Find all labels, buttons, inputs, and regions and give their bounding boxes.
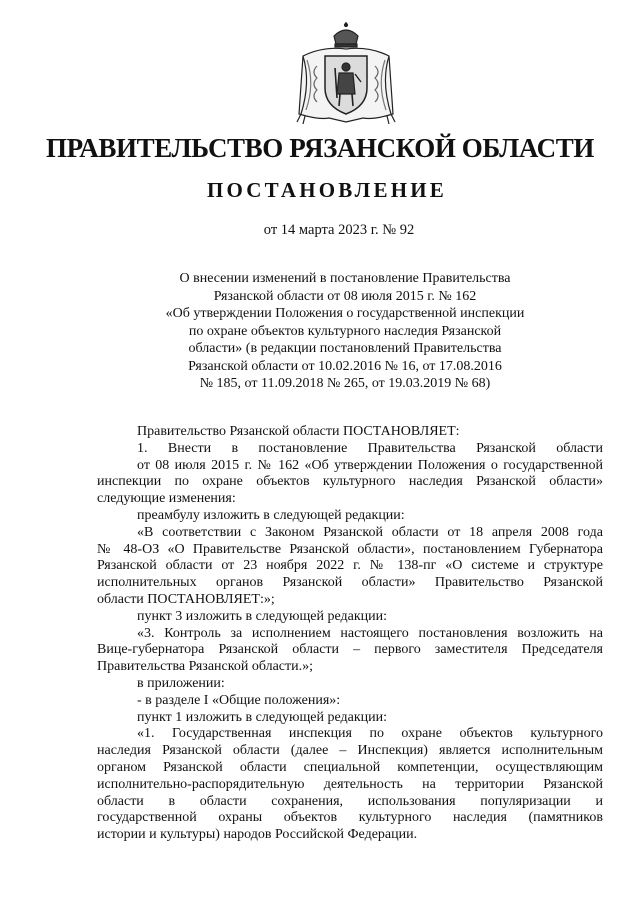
paragraph-point-1-text: «1. Государственная инспекция по охране объектов культурного наследия Рязанской области (далее – Инспекция) является исполнительным органом Рязанской области специальной компетенции, осуществляющим исполнительно-распорядительную деятельность на территории Рязанской области в области сохранения, использования популяризации и государственной охраны объектов культурного наследия (памятников истории и культуры) народов Российской Федерации.: [97, 726, 603, 843]
paragraph-appendix: в приложении:: [137, 675, 225, 691]
paragraph-item-1: 1. Внести в постановление Правительства Рязанской области от 08 июля 2015 г. № 162 «Об утверждении Положения о государственной инспекции по охране объектов культурного наследия Рязанской области» следующие изменения:: [97, 440, 603, 507]
document-date-number: от 14 марта 2023 г. № 92: [263, 222, 415, 238]
paragraph-resolves: Правительство Рязанской области ПОСТАНОВЛЯЕТ:: [137, 424, 460, 439]
paragraph-point-1: пункт 1 изложить в следующей редакции:: [137, 709, 387, 725]
document-body: [97, 424, 603, 844]
paragraph-preamble-text: «В соответствии с Законом Рязанской области от 18 апреля 2008 года № 48-ОЗ «О Правительстве Рязанской области», постановлением Губернатора Рязанской области от 23 ноября 2022 г. № 138-пг «О системе и структуре исполнительных органов Рязанской области» Правительство Рязанской области ПОСТАНОВЛЯЕТ:»;: [97, 524, 603, 607]
subject-line: «Об утверждении Положения о государственной инспекции: [165, 306, 525, 321]
government-title: ПРАВИТЕЛЬСТВО РЯЗАНСКОЙ ОБЛАСТИ: [46, 133, 594, 163]
subject-line: Рязанской области от 10.02.2016 № 16, от 17.08.2016: [188, 358, 502, 374]
subject-line: области» (в редакции постановлений Правительства: [188, 341, 502, 356]
subject-line: по охране объектов культурного наследия Рязанской: [188, 323, 502, 339]
subject-line: О внесении изменений в постановление Правительства: [179, 271, 511, 286]
document-subject: [130, 270, 560, 393]
paragraph-preamble: преамбулу изложить в следующей редакции:: [137, 507, 405, 523]
document-type: ПОСТАНОВЛЕНИЕ: [206, 178, 448, 202]
ryazan-coat-of-arms-icon: [293, 22, 399, 126]
paragraph-point-3-text: «3. Контроль за исполнением настоящего постановления возложить на Вице-губернатора Рязанской области – первого заместителя Председателя Правительства Рязанской области.»;: [97, 625, 603, 675]
subject-line: № 185, от 11.09.2018 № 265, от 19.03.2019 № 68): [199, 376, 491, 391]
paragraph-point-3: пункт 3 изложить в следующей редакции:: [137, 608, 387, 624]
subject-line: Рязанской области от 08 июля 2015 г. № 162: [213, 288, 477, 304]
paragraph-section-1: - в разделе I «Общие положения»:: [137, 692, 341, 708]
